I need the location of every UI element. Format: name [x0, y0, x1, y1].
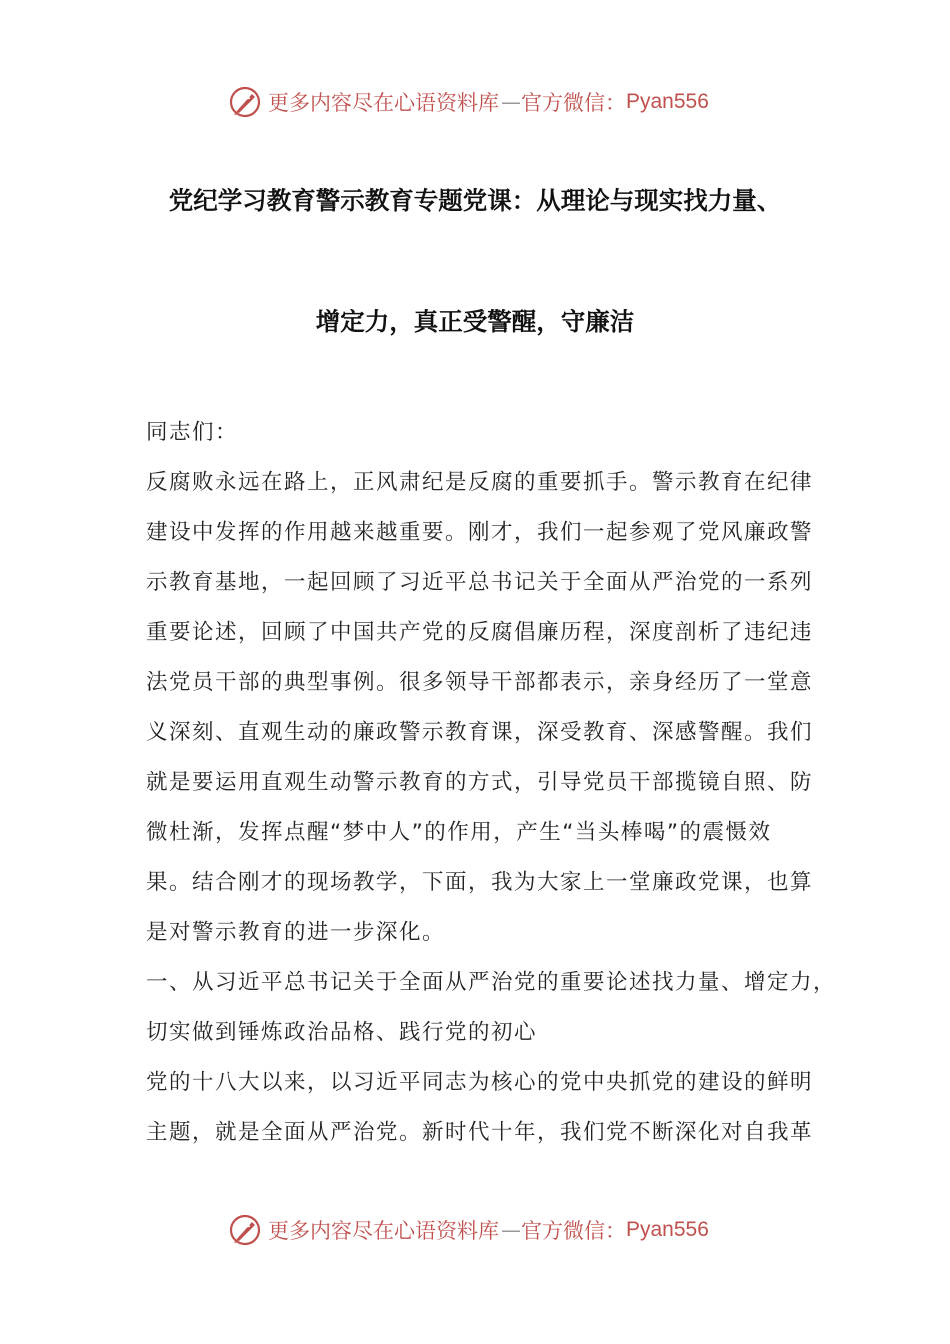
body-line: 重要论述，回顾了中国共产党的反腐倡廉历程，深度剖析了违纪违 — [146, 620, 814, 645]
document-title-line-2: 增定力，真正受警醒，守廉洁 — [315, 307, 635, 336]
body-line: 果。结合刚才的现场教学，下面，我为大家上一堂廉政党课，也算 — [146, 870, 814, 895]
banner-wechat-id: Pyan556 — [626, 1218, 709, 1241]
body-line: 微杜渐，发挥点醒“梦中人”的作用，产生“当头棒喝”的震慑效 — [146, 820, 772, 845]
body-line: 建设中发挥的作用越来越重要。刚才，我们一起参观了党风廉政警 — [146, 520, 814, 545]
body-line: 是对警示教育的进一步深化。 — [146, 920, 446, 945]
document-body — [146, 412, 837, 1162]
banner-wechat-label: 官方微信： — [521, 1219, 626, 1243]
pen-logo-icon — [228, 85, 262, 119]
body-line: 义深刻、直观生动的廉政警示教育课，深受教育、深感警醒。我们 — [146, 720, 814, 745]
footer-banner — [228, 1210, 709, 1250]
body-line: 法党员干部的典型事例。很多领导干部都表示，亲身经历了一堂意 — [146, 670, 814, 695]
document-title-line-1: 党纪学习教育警示教育专题党课：从理论与现实找力量、 — [168, 186, 782, 215]
banner-separator: — — [501, 90, 521, 114]
body-line: 主题，就是全面从严治党。新时代十年，我们党不断深化对自我革 — [146, 1120, 814, 1145]
banner-wechat-label: 官方微信： — [521, 91, 626, 115]
body-line: 同志们： — [146, 420, 239, 445]
banner-wechat-id: Pyan556 — [626, 90, 709, 113]
section-heading-line: 切实做到锤炼政治品格、践行党的初心 — [146, 1020, 538, 1045]
pen-logo-icon — [228, 1213, 262, 1247]
banner-brand-text: 更多内容尽在心语资料库 — [268, 1219, 499, 1243]
banner-brand-text: 更多内容尽在心语资料库 — [268, 91, 499, 115]
banner-separator: — — [501, 1218, 521, 1242]
section-heading-line: 一、从习近平总书记关于全面从严治党的重要论述找力量、增定力， — [146, 970, 837, 995]
body-line: 示教育基地，一起回顾了习近平总书记关于全面从严治党的一系列 — [146, 570, 814, 595]
body-line: 反腐败永远在路上，正风肃纪是反腐的重要抓手。警示教育在纪律 — [146, 470, 814, 495]
body-line: 就是要运用直观生动警示教育的方式，引导党员干部揽镜自照、防 — [146, 770, 814, 795]
header-banner — [228, 82, 709, 122]
body-line: 党的十八大以来，以习近平同志为核心的党中央抓党的建设的鲜明 — [146, 1070, 814, 1095]
